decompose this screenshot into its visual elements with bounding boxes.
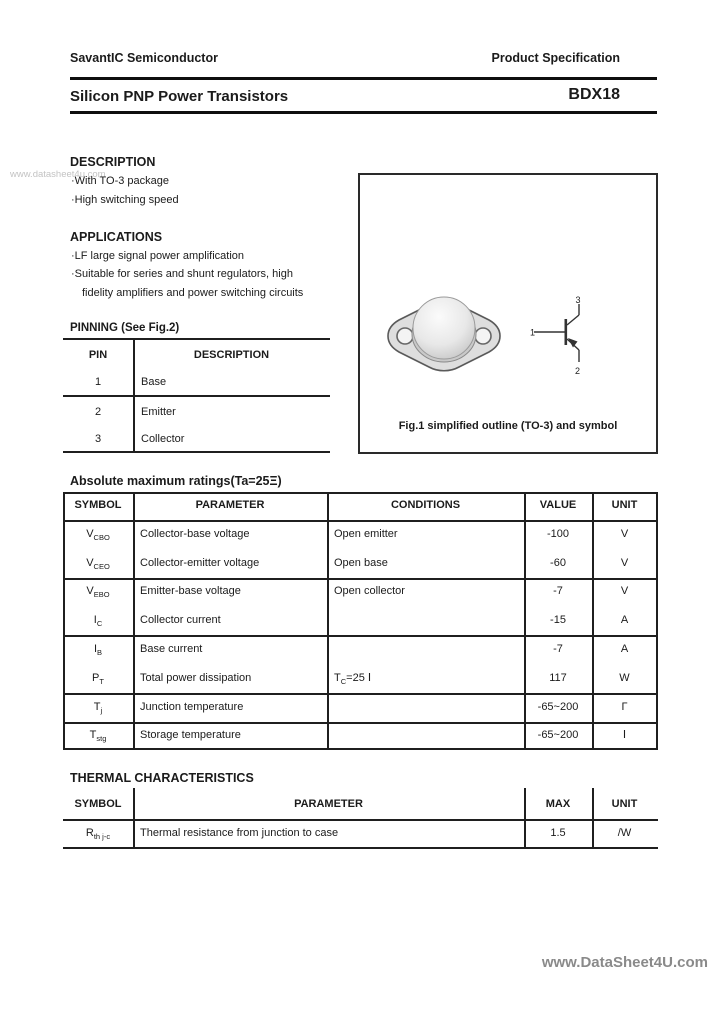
- ratings-unit: V: [620, 557, 629, 569]
- spec-label: Product Specification: [491, 51, 620, 65]
- mounting-hole-right: [475, 328, 491, 344]
- ratings-parameter: Junction temperature: [140, 701, 244, 713]
- ratings-symbol: [63, 643, 133, 656]
- thermal-header-unit: UNIT: [611, 798, 638, 810]
- applications-heading: APPLICATIONS: [70, 230, 163, 244]
- symbol-letter: P: [92, 672, 100, 684]
- ratings-value: 117: [549, 672, 567, 684]
- thermal-header-max: MAX: [545, 798, 571, 810]
- condition-rest: =25 Ⅰ: [346, 672, 372, 684]
- ratings-parameter: Emitter-base voltage: [140, 585, 241, 597]
- symbol-letter: T: [93, 701, 101, 713]
- ratings-symbol: [63, 701, 133, 714]
- hline: [63, 819, 658, 821]
- emitter-arrow: [568, 338, 578, 348]
- hline: [63, 395, 330, 397]
- ratings-unit: W: [619, 672, 630, 684]
- pnp-transistor-symbol: [530, 294, 600, 389]
- ratings-parameter: Collector-emitter voltage: [140, 557, 260, 569]
- symbol-letter: T: [89, 729, 97, 741]
- ratings-unit: V: [620, 528, 629, 540]
- ratings-parameter: Collector-base voltage: [140, 528, 250, 540]
- header-rule-top: [70, 77, 657, 80]
- symbol-letter: R: [85, 827, 94, 839]
- pin-label-3: 3: [575, 295, 581, 305]
- ratings-value: -60: [550, 557, 566, 569]
- symbol-subscript: CBO: [93, 533, 110, 543]
- hline: [63, 722, 658, 724]
- thermal-unit: /W: [617, 827, 632, 839]
- symbol-letter: V: [86, 585, 94, 597]
- thermal-header-symbol: SYMBOL: [74, 798, 122, 810]
- hline: [63, 338, 330, 340]
- part-number: BDX18: [568, 86, 620, 103]
- ratings-unit: Γ: [621, 701, 628, 713]
- pin-number: 1: [94, 376, 102, 388]
- ratings-conditions: [334, 672, 371, 685]
- watermark-top: www.datasheet4u.com: [10, 169, 106, 180]
- ratings-parameter: Storage temperature: [140, 729, 241, 741]
- ratings-symbol: [63, 729, 133, 742]
- hline: [63, 635, 658, 637]
- pin-description: Emitter: [141, 406, 176, 418]
- condition-subscript: C: [340, 677, 347, 687]
- symbol-subscript: C: [96, 619, 103, 629]
- pinning-col-desc: DESCRIPTION: [193, 349, 270, 361]
- to3-can: [413, 297, 475, 359]
- ratings-parameter: Collector current: [140, 614, 221, 626]
- ratings-value: -15: [550, 614, 566, 626]
- thermal-parameter: Thermal resistance from junction to case: [140, 827, 339, 839]
- hline: [63, 748, 658, 750]
- ratings-symbol: [63, 672, 133, 685]
- hline: [63, 520, 658, 522]
- ratings-conditions: Open collector: [334, 585, 405, 597]
- company-name: SavantIC Semiconductor: [70, 51, 218, 65]
- base-bar: [565, 319, 568, 345]
- ratings-value: -65~200: [537, 701, 579, 713]
- mounting-hole-left: [397, 328, 413, 344]
- pinning-heading: PINNING (See Fig.2): [70, 322, 180, 334]
- symbol-letter: I: [93, 614, 97, 626]
- pin-number: 2: [94, 406, 102, 418]
- hline: [63, 578, 658, 580]
- ratings-conditions: Open base: [334, 557, 388, 569]
- symbol-subscript: EBO: [93, 590, 110, 600]
- symbol-subscript: stg: [96, 734, 107, 744]
- ratings-header-unit: UNIT: [611, 499, 638, 511]
- symbol-letter: V: [86, 557, 94, 569]
- applications-item: ·LF large signal power amplification: [71, 250, 245, 262]
- ratings-unit: Ⅰ: [622, 729, 627, 741]
- symbol-letter: I: [93, 643, 98, 655]
- pin-label-2: 2: [575, 366, 581, 376]
- ratings-header-parameter: PARAMETER: [195, 499, 265, 511]
- ratings-conditions: Open emitter: [334, 528, 398, 540]
- ratings-symbol: [63, 557, 133, 570]
- symbol-letter: V: [86, 528, 94, 540]
- applications-item: ·Suitable for series and shunt regulators, high: [71, 268, 293, 280]
- watermark-bottom: www.DataSheet4U.com: [541, 954, 708, 971]
- thermal-title: THERMAL CHARACTERISTICS: [70, 771, 254, 785]
- symbol-subscript: j: [100, 706, 103, 716]
- pinning-col-pin: PIN: [88, 349, 108, 361]
- pin-number: 3: [94, 433, 102, 445]
- figure-caption: Fig.1 simplified outline (TO-3) and symbol: [398, 420, 618, 432]
- symbol-subscript: B: [97, 648, 103, 658]
- hline: [63, 451, 330, 453]
- ratings-parameter: Base current: [140, 643, 203, 655]
- description-item: ·With TO-3 package: [71, 175, 170, 187]
- ratings-value: -65~200: [537, 729, 579, 741]
- description-heading: DESCRIPTION: [70, 155, 156, 169]
- description-item: ·High switching speed: [71, 194, 179, 206]
- ratings-value: -100: [546, 528, 570, 540]
- pin-description: Collector: [141, 433, 185, 445]
- pin-description: Base: [141, 376, 167, 388]
- thermal-symbol: [63, 827, 133, 840]
- ratings-value: -7: [553, 585, 563, 597]
- vline: [133, 492, 135, 750]
- symbol-subscript: CEO: [93, 562, 110, 572]
- ratings-unit: A: [620, 643, 629, 655]
- header-rule-bottom: [70, 111, 657, 114]
- symbol-subscript: th j-c: [93, 832, 111, 842]
- page-title: Silicon PNP Power Transistors: [70, 88, 289, 105]
- ratings-parameter: Total power dissipation: [140, 672, 252, 684]
- ratings-unit: A: [620, 614, 629, 626]
- ratings-symbol: [63, 528, 133, 541]
- ratings-symbol: [63, 585, 133, 598]
- ratings-header-value: VALUE: [539, 499, 577, 511]
- ratings-header-conditions: CONDITIONS: [390, 499, 461, 511]
- hline: [63, 693, 658, 695]
- thermal-header-parameter: PARAMETER: [294, 798, 363, 810]
- symbol-subscript: T: [99, 677, 104, 687]
- applications-item: fidelity amplifiers and power switching circuits: [82, 287, 304, 299]
- ratings-symbol: [63, 614, 133, 627]
- condition-letter: T: [334, 672, 341, 684]
- pin-label-1: 1: [530, 327, 536, 338]
- hline: [63, 847, 658, 849]
- ratings-title: Absolute maximum ratings(Ta=25Ξ): [70, 474, 282, 488]
- ratings-header-symbol: SYMBOL: [74, 499, 122, 511]
- thermal-max: 1.5: [550, 827, 566, 839]
- to3-package-image: [381, 288, 509, 376]
- collector-diag: [567, 315, 579, 325]
- ratings-value: -7: [553, 643, 563, 655]
- vline: [327, 492, 329, 750]
- hline: [63, 492, 658, 494]
- ratings-unit: V: [620, 585, 629, 597]
